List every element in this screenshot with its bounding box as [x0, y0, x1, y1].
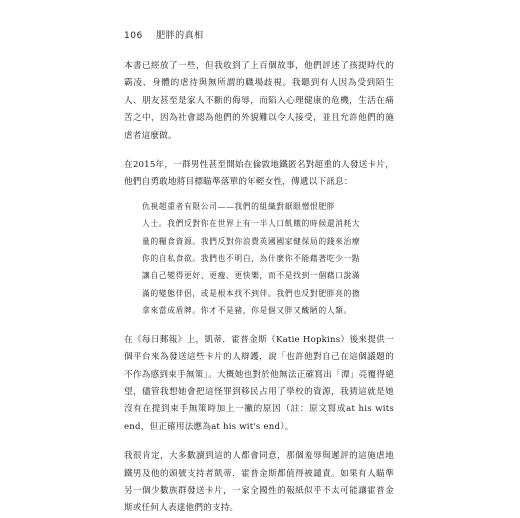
block-quote [142, 198, 382, 320]
paragraph: 在2015年，一群男性甚至開始在倫敦地鐵匿名對超重的人發送卡片，他們自勇敢地將目標瞄準落單的年輕女性，傳遞以下訊息： [124, 160, 394, 188]
quote-line: 人士。我們反對你在世界上有一半人口飢餓的時候還消耗大 [142, 219, 361, 229]
quote-line: 滿的變態伴侶，或是根本找不到伴。我們也反對肥胖亮的擔 [142, 288, 361, 298]
quote-line: 仇視超重者有限公司——我們的組織對厭眼憎恨肥胖 [142, 201, 336, 211]
book-title: 肥胖的真相 [156, 31, 204, 41]
quote-line: 讓自己變得更好、更瘦、更快樂，而不是找到一個藉口說滿 [142, 271, 361, 281]
quote-line: 量的糧食資源。我們反對你浪費英國國家健保局的錢來治療 [142, 236, 361, 246]
page-number: 106 [124, 31, 143, 41]
paragraph: 在《每日郵報》上，凱蒂．霍普金斯（Katie Hopkins）後來提供一個平台來為發送這些卡片的人辯護，說「也許他對自己在這個議題的不作為感到束手無策」。大概她也對於他無法正確寫出「潭」亮覆得絕望，儘管我想她會把這怪罪到移民占用了學校的資源，我猜這就是她沒有在提到束手無策時加上一撇的原因（註：原文寫成at his wits end，但正確用法應為at his wit's end）。 [124, 334, 394, 432]
body-text [124, 58, 394, 518]
paragraph: 本書已經放了一些，但我收到了上百個故事，他們評述了孩提時代的霸凌、身體的虐待與無所謂的職場歧視。我聽到有人因為受到陌生人、朋友甚至是家人不斷的侮辱，而陷入心理健康的危機，生活在痛苦之中，因為社會認為他們的外貌難以令人接受，並且允許他們的施虐者這麼做。 [124, 61, 394, 141]
quote-line: 拿來當成盾牌。你才不是豬，你是個又胖又醜陋的人類。 [142, 306, 352, 316]
quote-line: 你的自私食欲。我們也不明白，為什麼你不能藉著吃少一點 [142, 254, 361, 264]
paragraph: 我很肯定，大多數讀到這的人都會同意，那個羞辱與遲評的這施虐地鐵男及他的頭號支持者凱蒂．霍普金斯都值得被譴責。如果有人瞄準另一個少數族群發送卡片，一家全國性的報紙似乎不太可能讓霍普金斯或任何人表達他們的支持。 [124, 451, 394, 514]
running-head [124, 28, 204, 41]
